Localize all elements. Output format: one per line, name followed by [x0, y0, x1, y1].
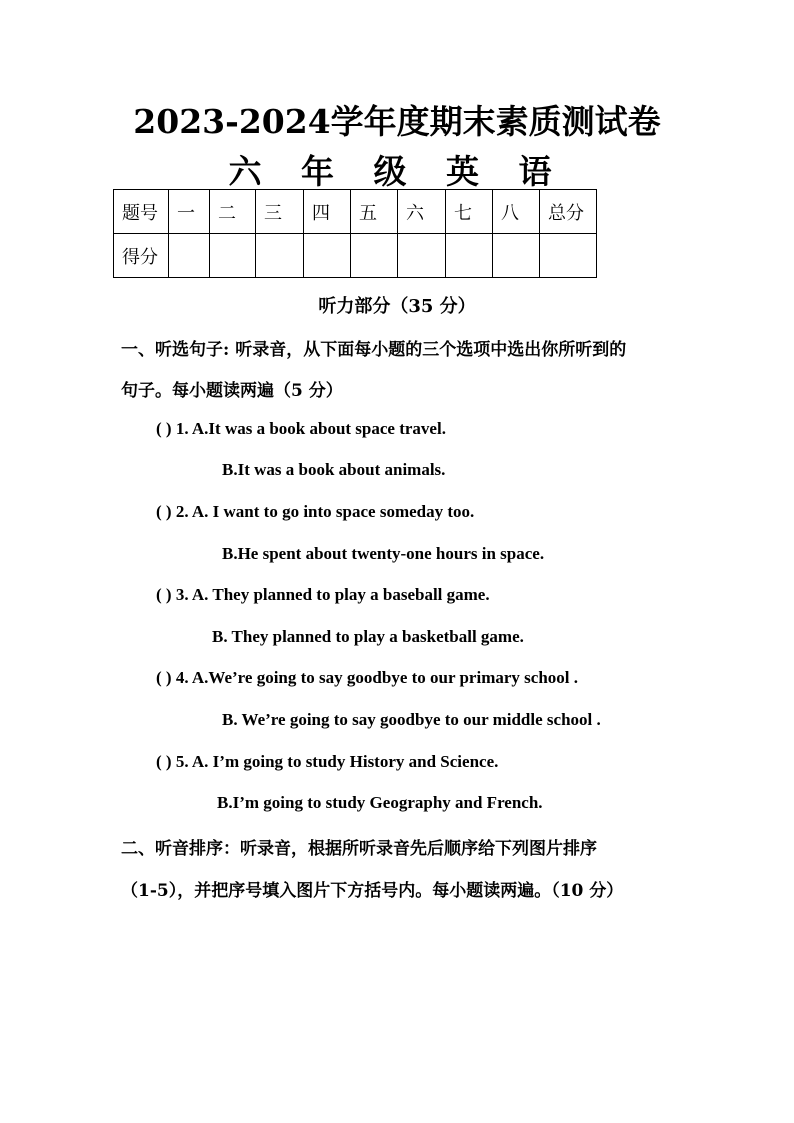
- question-3-option-a[interactable]: ( ) 3. A. They planned to play a baseball game.: [156, 585, 490, 604]
- score-cell-1: 一: [169, 190, 210, 234]
- score-input-1[interactable]: [169, 234, 210, 278]
- score-table: [113, 189, 597, 278]
- part1-instruction-line2: 句子。每小题读两遍（5 分）: [121, 381, 343, 401]
- score-input-4[interactable]: [304, 234, 351, 278]
- part2-instruction-line1: 二、听音排序：听录音，根据所听录音先后顺序给下列图片排序: [121, 839, 597, 859]
- score-input-total[interactable]: [540, 234, 597, 278]
- question-2-option-a[interactable]: ( ) 2. A. I want to go into space someday too.: [156, 502, 475, 521]
- question-5-option-a[interactable]: ( ) 5. A. I’m going to study History and Science.: [156, 752, 499, 771]
- score-cell-5: 五: [351, 190, 398, 234]
- score-cell-2: 二: [210, 190, 256, 234]
- score-row-label: 得分: [114, 234, 169, 278]
- score-cell-8: 八: [493, 190, 540, 234]
- question-4-option-b: B. We’re going to say goodbye to our middle school .: [222, 710, 601, 729]
- score-cell-label: 题号: [114, 190, 169, 234]
- question-5-option-b: B.I’m going to study Geography and French.: [217, 793, 543, 812]
- question-2-option-b: B.He spent about twenty-one hours in space.: [222, 544, 545, 563]
- score-cell-7: 七: [446, 190, 493, 234]
- score-cell-4: 四: [304, 190, 351, 234]
- score-input-5[interactable]: [351, 234, 398, 278]
- score-input-3[interactable]: [256, 234, 304, 278]
- score-input-7[interactable]: [446, 234, 493, 278]
- score-cell-total: 总分: [540, 190, 597, 234]
- part1-instruction-line1: 一、听选句子: 听录音，从下面每小题的三个选项中选出你所听到的: [121, 340, 627, 360]
- score-table-score-row: [114, 234, 597, 278]
- question-3-option-b: B. They planned to play a basketball game.: [212, 627, 524, 646]
- exam-title: 2023-2024学年度期末素质测试卷: [133, 102, 661, 141]
- score-input-6[interactable]: [398, 234, 446, 278]
- part2-instruction-line2: （1-5），并把序号填入图片下方括号内。每小题读两遍。（10 分）: [121, 881, 624, 901]
- question-1-option-a[interactable]: ( ) 1. A.It was a book about space travel.: [156, 419, 446, 438]
- question-1-option-b: B.It was a book about animals.: [222, 460, 446, 479]
- listening-section-heading: 听力部分（35 分）: [318, 296, 476, 317]
- score-table-header-row: [114, 190, 597, 234]
- score-input-2[interactable]: [210, 234, 256, 278]
- score-input-8[interactable]: [493, 234, 540, 278]
- exam-subtitle: 六 年 级 英 语: [228, 152, 566, 191]
- score-cell-3: 三: [256, 190, 304, 234]
- question-4-option-a[interactable]: ( ) 4. A.We’re going to say goodbye to our primary school .: [156, 668, 578, 687]
- score-cell-6: 六: [398, 190, 446, 234]
